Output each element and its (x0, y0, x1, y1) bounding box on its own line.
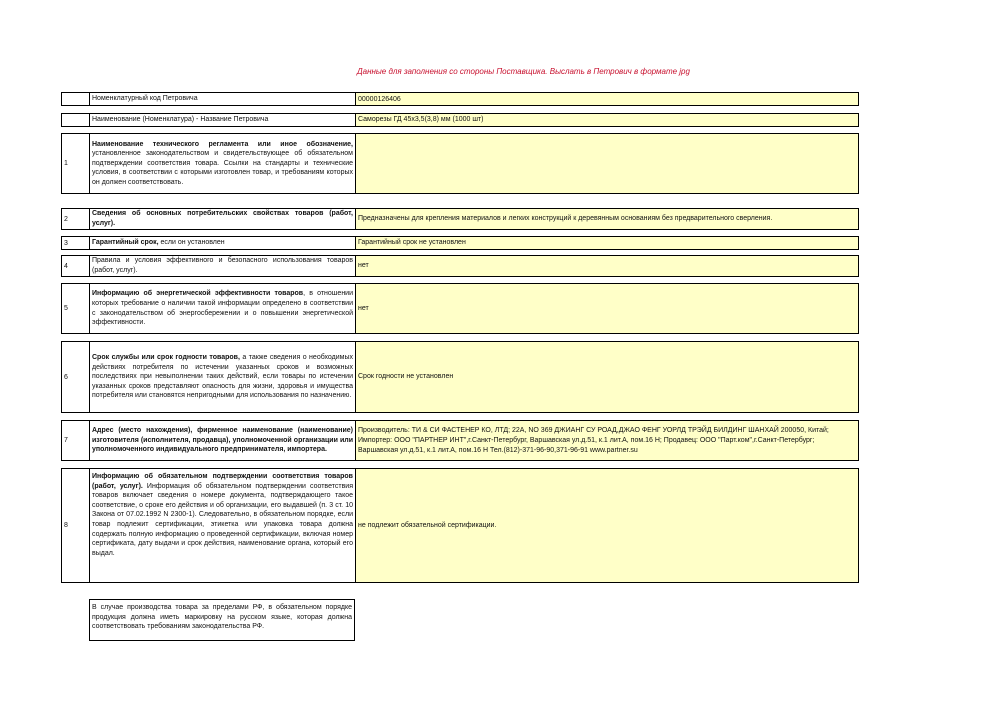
row-value[interactable]: Саморезы ГД 45х3,5(3,8) мм (1000 шт) (356, 114, 858, 126)
row-value[interactable]: нет (356, 256, 858, 276)
row-label: Сведения об основных потребительских свойствах товаров (работ, услуг). (90, 209, 356, 229)
row-number (62, 114, 90, 126)
row-7-manufacturer-address (61, 420, 859, 461)
row-2-consumer-properties (61, 208, 859, 230)
row-5-energy-efficiency (61, 283, 859, 334)
row-number: 4 (62, 256, 90, 276)
footer-note: В случае производства товара за пределами РФ, в обязательном порядке продукция должна иметь маркировку на русском языке, которая должна соответствовать требованиям законодательства РФ. (89, 599, 355, 641)
row-1-technical-regulation (61, 133, 859, 194)
row-number: 8 (62, 469, 90, 582)
row-label: Адрес (место нахождения), фирменное наименование (наименование) изготовителя (исполнителя, продавца), уполномоченной организации или уполномоченного индивидуального предпринимателя, импортера. (90, 421, 356, 460)
row-label: Наименование технического регламента или иное обозначение, установленное законодательством и свидетельствующее об обязательном подтверждении соответствия товара. Ссылки на стандарты и технические условия, в соответствии с которыми изготовлен товар, и требованиям которых он должен соответствовать. (90, 134, 356, 193)
row-number: 1 (62, 134, 90, 193)
row-label: Информацию об обязательном подтверждении соответствия товаров (работ, услуг). Информация об обязательном подтверждении соответствия товаров включает сведения о номере документа, подтверждающего такое соответствие, о сроке его действия и об организации, его выдавшей (п. 3 ст. 10 Закона от 07.02.1992 N 2300-1). Следовательно, в обязательном порядке, если товар подлежит сертификации, этикетка или упаковка товара должна содержать полную информацию о проведенной сертификации, включая номер сертификата, дату выдачи и срок действия, наименование органа, который его выдал. (90, 469, 356, 582)
row-label: Правила и условия эффективного и безопасного использования товаров (работ, услуг). (90, 256, 356, 276)
row-value[interactable]: Предназначены для крепления материалов и легких конструкций к деревянным основаниям без предварительного сверления. (356, 209, 858, 229)
row-label: Информацию об энергетической эффективности товаров, в отношении которых требование о наличии такой информации определено в соответствии с законодательством об энергосбережении и о повышении энергетической эффективности. (90, 284, 356, 333)
row-number: 2 (62, 209, 90, 229)
row-value[interactable] (356, 134, 858, 193)
row-value[interactable]: Гарантийный срок не установлен (356, 237, 858, 249)
row-number: 6 (62, 342, 90, 412)
row-value[interactable]: Срок годности не установлен (356, 342, 858, 412)
row-value[interactable]: Производитель: ТИ & СИ ФАСТЕНЕР КО, ЛТД; 22А, NO 369 ДЖИАНГ СУ РОАД,ДЖАО ФЕНГ УОРЛД ТРЭЙД БИЛДИНГ ШАНХАЙ 200050, Китай; Импортер: ООО "ПАРТНЕР ИНТ",г.Санкт-Петербург, Варшавская ул.д.51, к.1 лит.А, пом.16 Н; Продавец: ООО "Парт.ком",г.Санкт-Петербург; Варшавская ул.д.51, к.1 лит.А, пом.16 Н Тел.(812)-371-96-90,371-96-91 www.partner.su (356, 421, 858, 460)
row-value[interactable]: не подлежит обязательной сертификации. (356, 469, 858, 582)
row-label: Срок службы или срок годности товаров, а также сведения о необходимых действиях потребителя по истечении указанных сроков и возможных последствиях при невыполнении таких действий, если товары по истечении указанных сроков представляют опасность для жизни, здоровья и имущества потребителя или становятся непригодными для использования по назначению. (90, 342, 356, 412)
row-number: 7 (62, 421, 90, 460)
row-number: 5 (62, 284, 90, 333)
row-value[interactable]: нет (356, 284, 858, 333)
row-label: Номенклатурный код Петровича (90, 93, 356, 105)
row-3-warranty (61, 236, 859, 250)
row-nomenclature-name (61, 113, 859, 127)
row-label: Гарантийный срок, если он установлен (90, 237, 356, 249)
row-4-usage-rules (61, 255, 859, 277)
row-8-certification (61, 468, 859, 583)
header-note: Данные для заполнения со стороны Поставщика. Выслать в Петрович в формате jpg (357, 67, 690, 76)
row-number (62, 93, 90, 105)
row-value[interactable]: 00000126406 (356, 93, 858, 105)
row-6-service-life (61, 341, 859, 413)
row-label: Наименование (Номенклатура) - Название Петровича (90, 114, 356, 126)
row-nomenclature-code (61, 92, 859, 106)
row-number: 3 (62, 237, 90, 249)
